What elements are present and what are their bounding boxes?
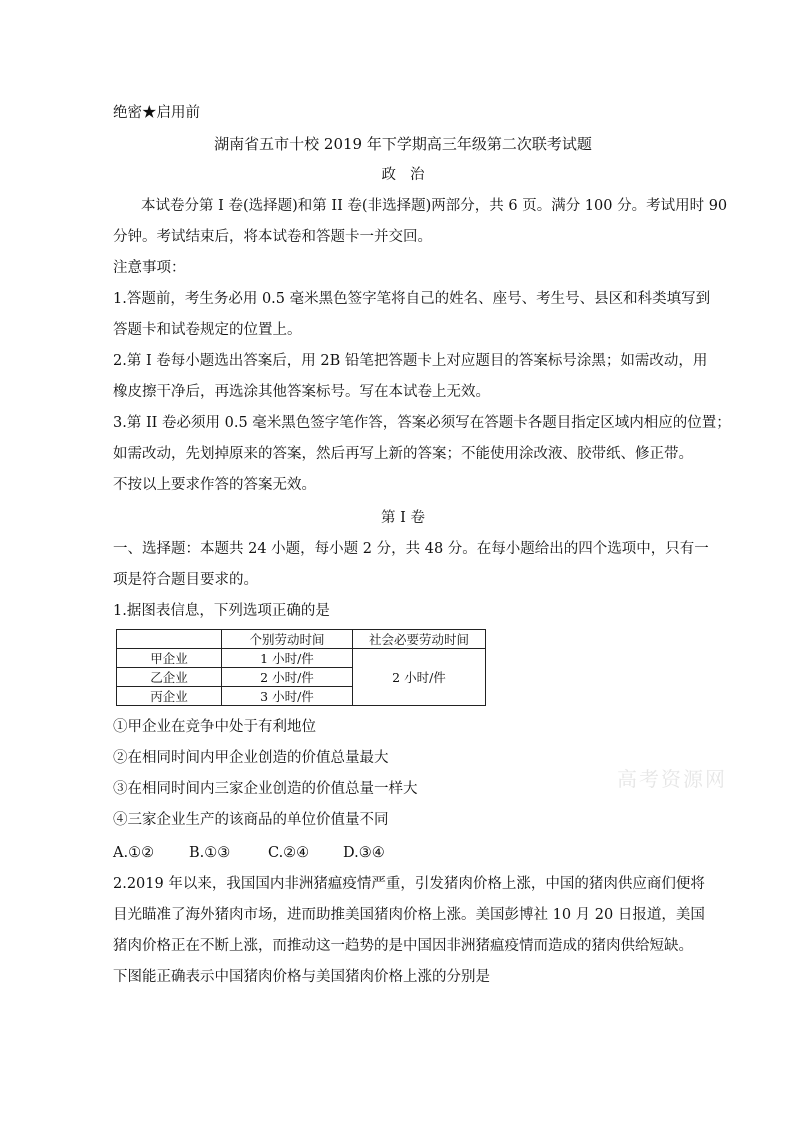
statement-1: ①甲企业在竞争中处于有利地位 [113,719,316,735]
question-2-line-4: 下图能正确表示中国猪肉价格与美国猪肉价格上涨的分别是 [113,969,490,985]
option-a: A.①② [113,845,155,861]
note-2-line-1: 2.第 I 卷每小题选出答案后，用 2B 铅笔把答题卡上对应题目的答案标号涂黑；如需改动，用 [113,353,708,369]
statement-4: ④三家企业生产的该商品的单位价值量不同 [113,812,389,828]
question-2-line-2: 目光瞄准了海外猪肉市场，进而助推美国猪肉价格上涨。美国彭博社 10 月 20 日报道，美国 [113,907,705,923]
section-desc-line-1: 一、选择题：本题共 24 小题，每小题 2 分，共 48 分。在每小题给出的四个选项中，只有一 [113,541,709,557]
table-cell-individual-time: 2 小时/件 [222,668,353,687]
labor-time-table [116,629,486,706]
table-header-blank [117,630,222,649]
option-b: B.①③ [189,845,231,861]
table-cell-company: 丙企业 [117,687,222,706]
subject-title: 政治 [381,167,439,183]
question-1-stem: 1.据图表信息，下列选项正确的是 [113,603,330,619]
note-3-line-3: 不按以上要求作答的答案无效。 [113,477,316,493]
table-cell-individual-time: 3 小时/件 [222,687,353,706]
statement-2: ②在相同时间内甲企业创造的价值总量最大 [113,750,389,766]
question-2-line-1: 2.2019 年以来，我国国内非洲猪瘟疫情严重，引发猪肉价格上涨，中国的猪肉供应商们便将 [113,876,705,892]
watermark: 高考资源网 [617,767,727,791]
table-cell-company: 甲企业 [117,649,222,668]
note-1-line-1: 1.答题前，考生务必用 0.5 毫米黑色签字笔将自己的姓名、座号、考生号、县区和科类填写到 [113,291,711,307]
statement-3: ③在相同时间内三家企业创造的价值总量一样大 [113,781,418,797]
table-cell-company: 乙企业 [117,668,222,687]
table-cell-individual-time: 1 小时/件 [222,649,353,668]
table-row [117,649,486,668]
question-1-options [113,843,385,863]
table-header-social: 社会必要劳动时间 [353,630,486,649]
table-header-row [117,630,486,649]
table-cell-social-time: 2 小时/件 [353,649,486,706]
note-3-line-2: 如需改动，先划掉原来的答案，然后再写上新的答案；不能使用涂改液、胶带纸、修正带。 [113,446,693,462]
option-c: C.②④ [268,845,310,861]
section-title: 第 I 卷 [381,510,425,526]
table-header-individual: 个别劳动时间 [222,630,353,649]
note-1-line-2: 答题卡和试卷规定的位置上。 [113,322,302,338]
note-3-line-1: 3.第 II 卷必须用 0.5 毫米黑色签字笔作答，答案必须写在答题卡各题目指定区域内相应的位置； [113,415,731,431]
question-2-line-3: 猪肉价格正在不断上涨，而推动这一趋势的是中国因非洲猪瘟疫情而造成的猪肉供给短缺。 [113,938,693,954]
secret-label: 绝密★启用前 [113,105,200,121]
intro-line-2: 分钟。考试结束后，将本试卷和答题卡一并交回。 [113,229,432,245]
notes-heading: 注意事项： [113,260,186,276]
option-d: D.③④ [343,845,385,861]
intro-line-1: 本试卷分第 I 卷(选择题)和第 II 卷(非选择题)两部分，共 6 页。满分 100 分。考试用时 90 [141,198,728,214]
exam-title: 湖南省五市十校 2019 年下学期高三年级第二次联考试题 [214,135,592,153]
note-2-line-2: 橡皮擦干净后，再选涂其他答案标号。写在本试卷上无效。 [113,384,490,400]
section-desc-line-2: 项是符合题目要求的。 [113,572,258,588]
